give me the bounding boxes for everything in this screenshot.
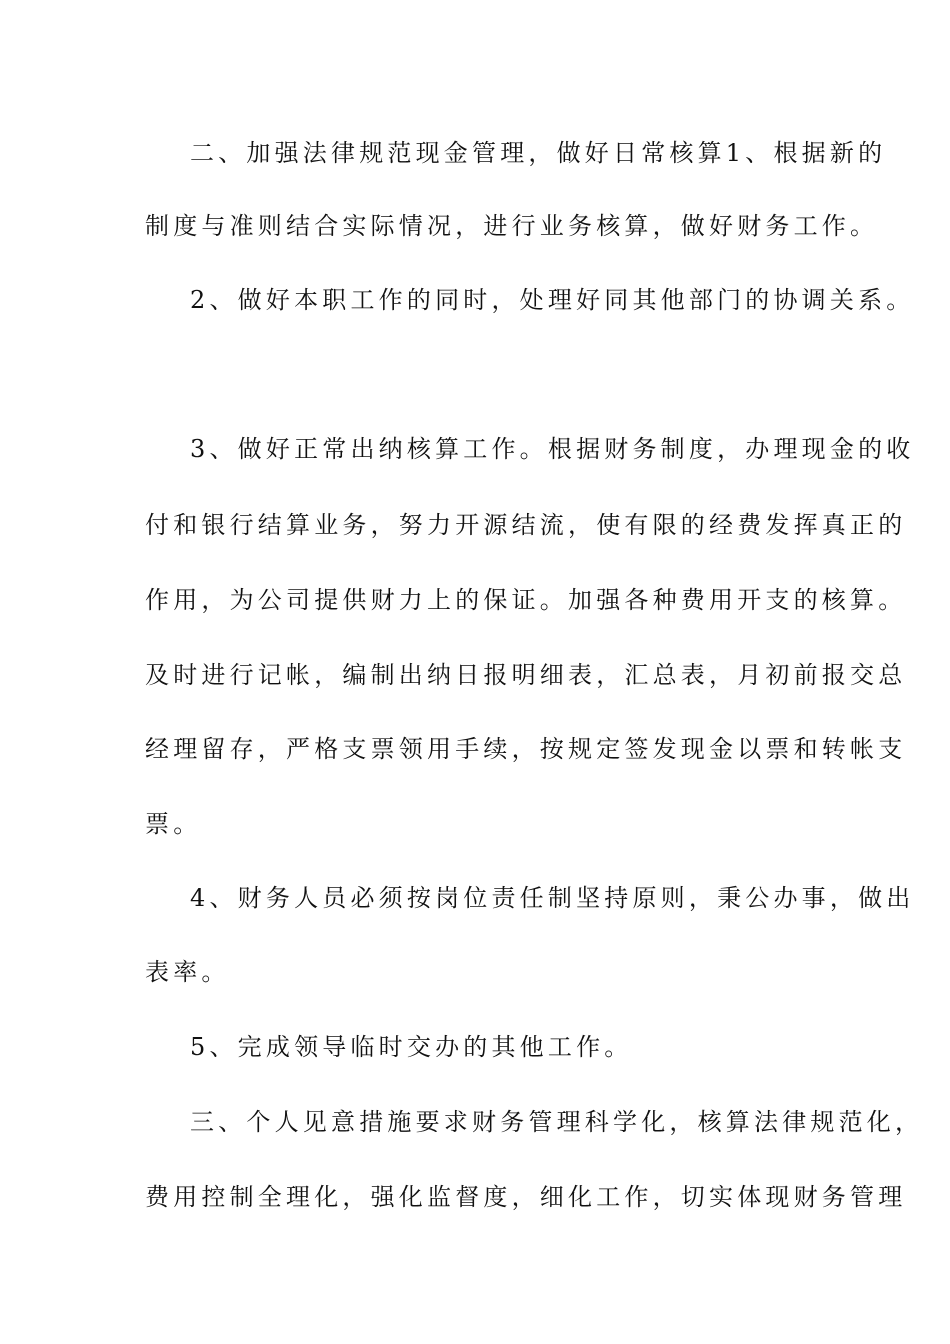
paragraph-line: 付和银行结算业务，努力开源结流，使有限的经费发挥真正的	[145, 511, 907, 539]
paragraph-line: 作用，为公司提供财力上的保证。加强各种费用开支的核算。	[145, 586, 907, 614]
paragraph-line: 及时进行记帐，编制出纳日报明细表，汇总表，月初前报交总	[145, 661, 907, 689]
paragraph-line: 票。	[145, 810, 202, 838]
paragraph-line: 3、做好正常出纳核算工作。根据财务制度，办理现金的收	[190, 435, 915, 463]
paragraph-line: 经理留存，严格支票领用手续，按规定签发现金以票和转帐支	[145, 735, 907, 763]
paragraph-line: 费用控制全理化，强化监督度，细化工作，切实体现财务管理	[145, 1183, 907, 1211]
paragraph-line: 三、个人见意措施要求财务管理科学化，核算法律规范化，	[190, 1108, 924, 1136]
paragraph-line: 表率。	[145, 958, 230, 986]
paragraph-line: 4、财务人员必须按岗位责任制坚持原则，秉公办事，做出	[190, 884, 915, 912]
paragraph-line: 制度与准则结合实际情况，进行业务核算，做好财务工作。	[145, 212, 879, 240]
paragraph-line: 二、加强法律规范现金管理，做好日常核算1、根据新的	[190, 139, 887, 167]
paragraph-line: 2、做好本职工作的同时，处理好同其他部门的协调关系。	[190, 286, 915, 314]
paragraph-line: 5、完成领导临时交办的其他工作。	[190, 1033, 633, 1061]
